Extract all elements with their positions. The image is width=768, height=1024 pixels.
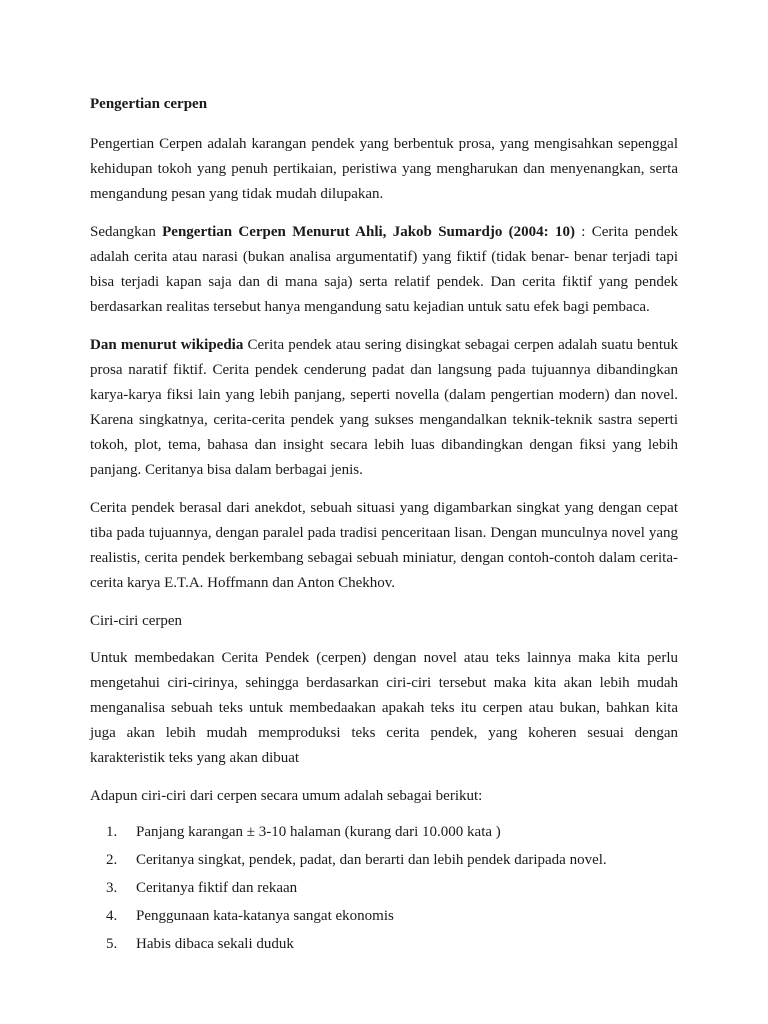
list-item	[90, 933, 678, 955]
features-intro-paragraph: Untuk membedakan Cerita Pendek (cerpen) dengan novel atau teks lainnya maka kita perlu mengetahui ciri-cirinya, sehingga berdasarkan ciri-ciri tersebut maka kita akan lebih mudah menganalisa sebuah teks untuk membedaakan apakah teks itu cerpen atau bukan, bahkan kita juga akan lebih mudah memproduksi teks cerita pendek, yang koheren sesuai dengan karakteristik teks yang akan dibuat	[90, 650, 678, 766]
list-item-text: Penggunaan kata-katanya sangat ekonomis	[136, 908, 394, 924]
list-item	[90, 877, 678, 899]
list-item-number: 4.	[106, 908, 118, 924]
wikipedia-source-bold: Dan menurut wikipedia	[90, 337, 244, 353]
list-item-number: 3.	[106, 880, 118, 896]
origin-paragraph: Cerita pendek berasal dari anekdot, sebuah situasi yang digambarkan singkat yang dengan cepat tiba pada tujuannya, dengan paralel pada tradisi penceritaan lisan. Dengan munculnya novel yang realistis, cerita pendek berkembang sebagai sebuah miniatur, dengan contoh-contoh dalam cerita-cerita karya E.T.A. Hoffmann dan Anton Chekhov.	[90, 500, 678, 591]
list-item-text: Ceritanya singkat, pendek, padat, dan berarti dan lebih pendek daripada novel.	[136, 852, 607, 868]
list-item-text: Ceritanya fiktif dan rekaan	[136, 880, 298, 896]
wikipedia-definition-paragraph	[90, 333, 678, 483]
features-list-lead: Adapun ciri-ciri dari cerpen secara umum adalah sebagai berikut:	[90, 788, 483, 804]
list-item	[90, 905, 678, 927]
list-item	[90, 849, 678, 871]
list-item-text: Panjang karangan ± 3-10 halaman (kurang dari 10.000 kata )	[136, 824, 501, 840]
expert-definition-paragraph	[90, 220, 678, 320]
list-item	[90, 821, 678, 843]
list-item-text: Habis dibaca sekali duduk	[136, 936, 294, 952]
section-heading: Pengertian cerpen	[90, 96, 208, 112]
expert-definition-text: : Cerita pendek adalah cerita atau narasi (bukan analisa argumentatif) yang fiktif (tidak benar- benar terjadi tapi bisa terjadi kapan saja dan di mana saja) serta relatif pendek. Dan cerita fiktif yang pendek berdasarkan realitas tersebut hanya mengandung satu kejadian untuk satu efek bagi pembaca.	[90, 224, 678, 315]
list-item-number: 2.	[106, 852, 118, 868]
features-list	[90, 821, 678, 955]
definition-paragraph: Pengertian Cerpen adalah karangan pendek yang berbentuk prosa, yang mengisahkan sepenggal kehidupan tokoh yang penuh pertikaian, peristiwa yang mengharukan dan menyenangkan, serta mengandung pesan yang tidak mudah dilupakan.	[90, 136, 678, 202]
wikipedia-definition-text: Cerita pendek atau sering disingkat sebagai cerpen adalah suatu bentuk prosa naratif fiktif. Cerita pendek cenderung padat dan langsung pada tujuannya dibandingkan karya-karya fiksi lain yang lebih panjang, seperti novella (dalam pengertian modern) dan novel. Karena singkatnya, cerita-cerita pendek yang sukses mengandalkan teknik-teknik sastra seperti tokoh, plot, tema, bahasa dan insight secara lebih luas dibandingkan dengan fiksi yang lebih panjang. Ceritanya bisa dalam berbagai jenis.	[90, 337, 678, 478]
expert-source-bold: Pengertian Cerpen Menurut Ahli, Jakob Sumardjo (2004: 10)	[162, 224, 575, 240]
list-item-number: 5.	[106, 936, 118, 952]
list-item-number: 1.	[106, 824, 118, 840]
features-subheading: Ciri-ciri cerpen	[90, 613, 183, 629]
expert-lead-text: Sedangkan	[90, 224, 163, 240]
